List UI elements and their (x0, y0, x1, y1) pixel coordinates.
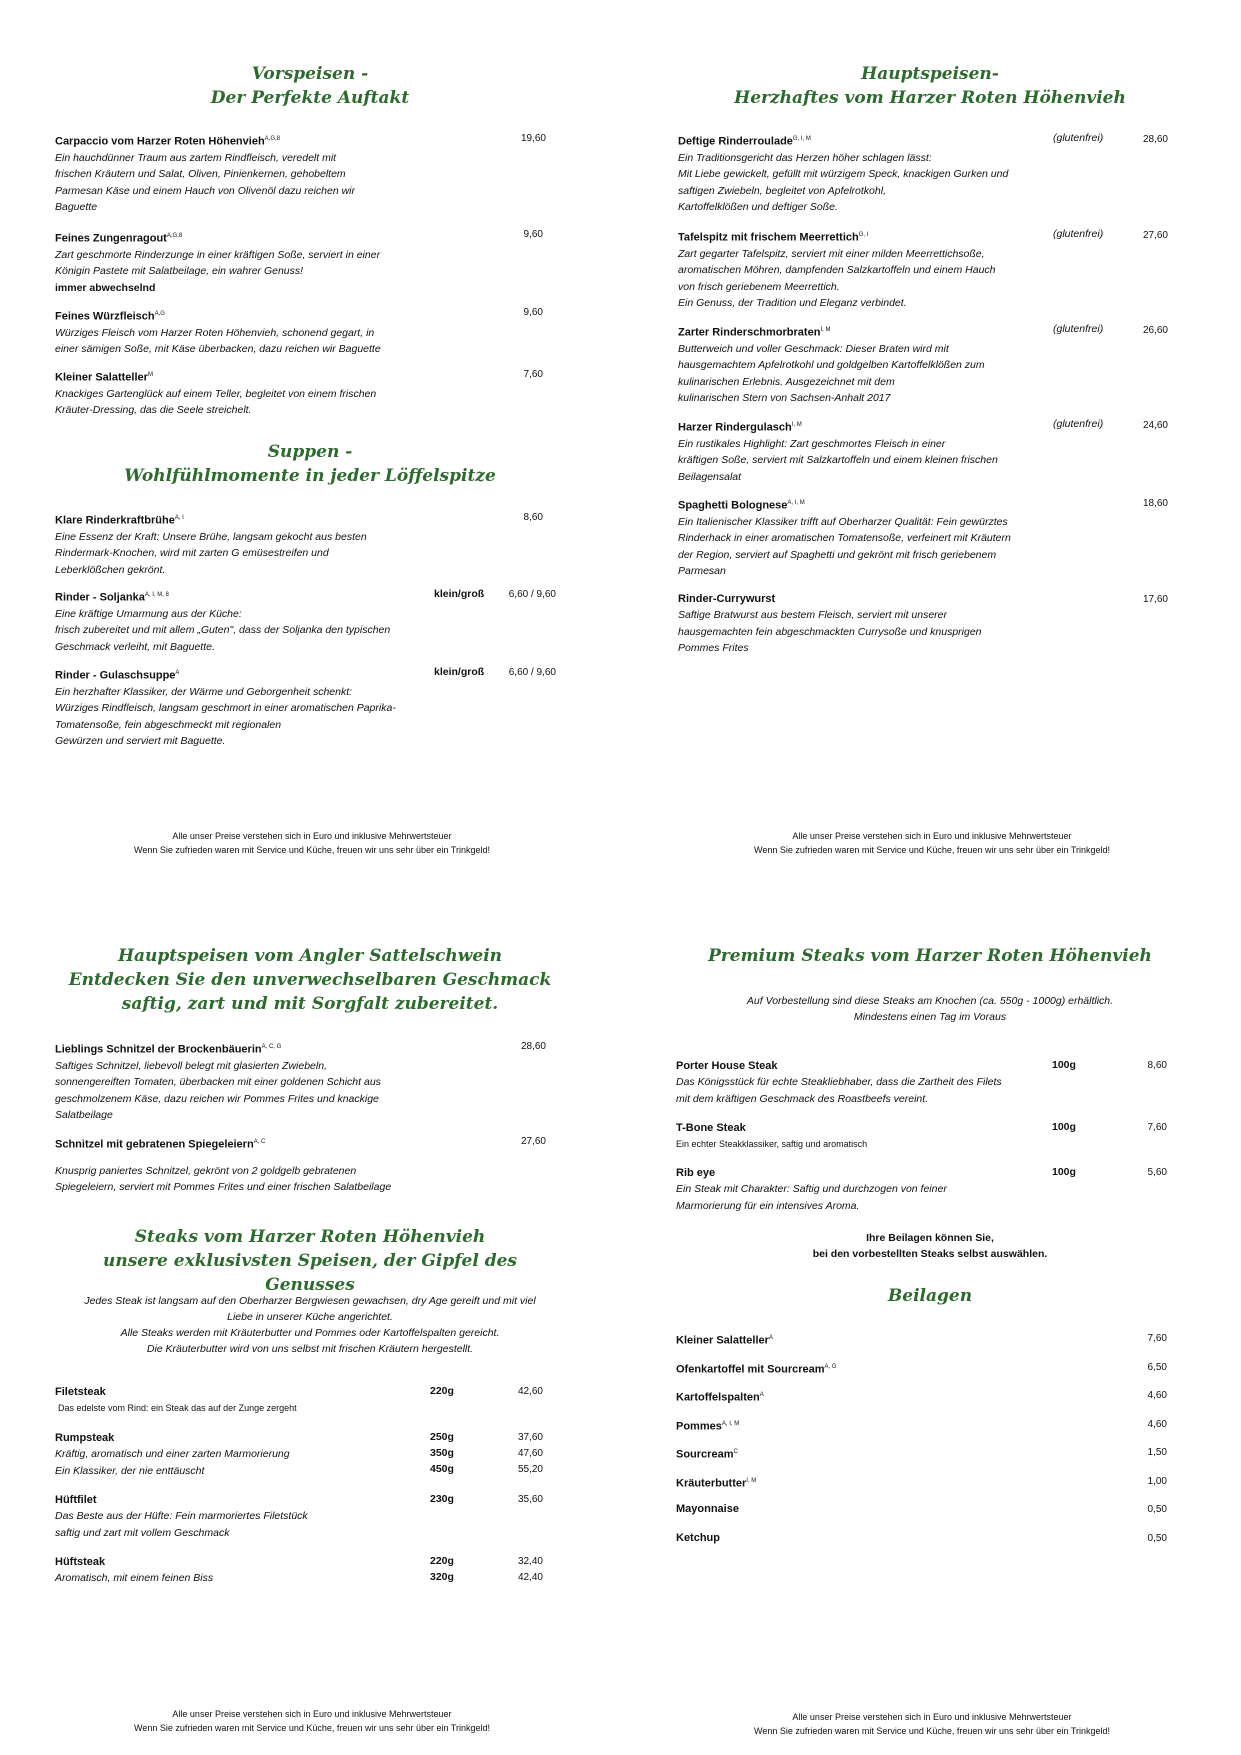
item-price: 18,60 (1142, 498, 1168, 509)
item-price: 6,60 / 9,60 (508, 589, 556, 600)
item-size: 230g (430, 1493, 454, 1505)
item-desc: Ein hauchdünner Traum aus zartem Rindfleisch, veredelt mit frischen Kräutern und Salat, Oliven, Pinienkernen, gehobeltem Parmesan Käse und einem Hauch von Olivenöl dazu reichen wir Baguette (55, 151, 355, 214)
item-price: 4,60 (1147, 1390, 1167, 1401)
steak-item (55, 1492, 415, 1541)
item-name: Rib eye (676, 1167, 716, 1179)
p2-heading-line1: Hauptspeisen- (861, 64, 999, 84)
item-size: 450g (430, 1463, 454, 1475)
item-name: Feines Würzfleisch$^{A,G}$ (55, 310, 165, 323)
side-item: Mayonnaise (676, 1503, 739, 1515)
side-item: Kräuterbutter$^{I, M}$ (676, 1477, 757, 1490)
item-size: 220g (430, 1385, 454, 1397)
steak-item (55, 1554, 415, 1587)
item-price: 27,60 (520, 1136, 546, 1147)
item-price: 7,60 (1147, 1333, 1167, 1344)
item-desc: Ein rustikales Highlight: Zart geschmortes Fleisch in einer kräftigen Soße, serviert mit Salzkartoffeln und einem kleinen frischen Beilagensalat (678, 437, 998, 483)
p1-soups-heading-line1: Suppen - (267, 442, 353, 462)
item-desc: Ein echter Steakklassiker, saftig und aromatisch (676, 1139, 868, 1149)
side-item: Ketchup (676, 1531, 720, 1544)
item-name: Rinder - Soljanka$^{A, I, M, 8}$ (55, 591, 169, 604)
p2-heading-line2: Herzhaftes vom Harzer Roten Höhenvieh (734, 88, 1126, 108)
item-name: Rinder-Currywurst (678, 593, 776, 605)
p4-intro: Auf Vorbestellung sind diese Steaks am Knochen (ca. 550g - 1000g) erhältlich. Mindestens einen Tag im Voraus (746, 995, 1114, 1023)
item-name: Rinder - Gulaschsuppe$^A$ (55, 669, 180, 682)
item-size: 100g (1052, 1059, 1076, 1071)
soup-item (55, 510, 495, 578)
p1-footer: Alle unser Preise verstehen sich in Euro und inklusive Mehrwertsteuer Wenn Sie zufrieden waren mit Service und Küche, freuen wir uns sehr über ein Trinkgeld! (133, 831, 491, 855)
item-price: 42,40 (517, 1572, 543, 1583)
p4-footer: Alle unser Preise verstehen sich in Euro und inklusive Mehrwertsteuer Wenn Sie zufrieden waren mit Service und Küche, freuen wir uns sehr über ein Trinkgeld! (753, 1712, 1111, 1736)
item-desc: Knackiges Gartenglück auf einem Teller, begleitet von einem frischen Kräuter-Dressing, das die Seele streichelt. (55, 387, 377, 417)
item-desc: Das Königsstück für echte Steakliebhaber, dass die Zartheit des Filets mit dem kräftigen Geschmack des Roastbeefs vereint. (676, 1076, 1002, 1105)
soup-item (55, 587, 495, 655)
item-price: 1,00 (1147, 1475, 1167, 1487)
item-price: 7,60 (523, 369, 543, 380)
premium-steak-item (676, 1165, 1096, 1214)
item-size: klein/groß (434, 588, 485, 600)
item-name: Zarter Rinderschmorbraten$^{I, M}$ (678, 326, 831, 339)
item-price: 27,60 (1142, 230, 1168, 241)
steak-item (55, 1384, 415, 1417)
p4-heading: Premium Steaks vom Harzer Roten Höhenvieh (708, 946, 1152, 966)
item-desc: Würziges Fleisch vom Harzer Roten Höhenvieh, schonend gegart, in einer sämigen Soße, mit Käse überbacken, dazu reichen wir Baguette (55, 326, 381, 356)
item-price: 6,60 / 9,60 (508, 667, 556, 678)
menu-item (678, 417, 1078, 485)
item-price: 4,60 (1147, 1418, 1167, 1430)
glutenfree-label: (glutenfrei) (1053, 418, 1104, 430)
item-name: Feines Zungenragout$^{A,G,8}$ (55, 232, 183, 245)
item-size: 100g (1052, 1166, 1076, 1178)
item-price: 1,50 (1147, 1447, 1167, 1458)
item-name: Tafelspitz mit frischem Meerrettich$^{G, I}$ (678, 231, 869, 244)
item-size: 250g (430, 1431, 454, 1443)
side-item: Kleiner Salatteller$^A$ (676, 1334, 773, 1347)
p3-steaks-heading-line2: unsere exklusivsten Speisen, der Gipfel des Genusses (102, 1251, 517, 1295)
menu-item (678, 322, 1078, 407)
item-desc: Eine Essenz der Kraft: Unsere Brühe, langsam gekocht aus besten Rindermark-Knochen, wird mit zarten G emüsestreifen und Leberklößchen gekrönt. (55, 530, 367, 576)
item-desc: Kräftig, aromatisch und einer zarten Marmorierung Ein Klassiker, der nie enttäuscht (55, 1448, 290, 1477)
item-price: 24,60 (1142, 420, 1168, 431)
item-size: 320g (430, 1571, 454, 1583)
p1-soups-heading-line2: Wohlfühlmomente in jeder Löffelspitze (124, 466, 496, 486)
item-name: Spaghetti Bolognese$^{A, I, M}$ (678, 499, 805, 512)
p4-sides-note: Ihre Beilagen können Sie, bei den vorbestellten Steaks selbst auswählen. (812, 1232, 1048, 1260)
menu-item (678, 227, 1078, 312)
item-name: Rumpsteak (55, 1432, 115, 1444)
item-name: Lieblings Schnitzel der Brockenbäuerin$^{A, C, G}$ (55, 1043, 282, 1056)
item-name: Klare Rinderkraftbrühe$^{A, I}$ (55, 514, 184, 527)
side-item: Kartoffelspalten$^A$ (676, 1391, 764, 1404)
item-price: 7,60 (1147, 1122, 1167, 1133)
item-desc: Saftiges Schnitzel, liebevoll belegt mit glasierten Zwiebeln, sonnengereiften Tomaten, überbacken mit einer goldenen Schicht aus geschmolzenem Käse, dazu reichen wir Pommes Frites und knackige Salatbeilage (55, 1059, 381, 1122)
item-price: 6,50 (1147, 1361, 1167, 1373)
p1-heading-line2: Der Perfekte Auftakt (210, 88, 410, 108)
item-desc: Saftige Bratwurst aus bestem Fleisch, serviert mit unserer hausgemachten fein abgeschmackten Currysoße und knusprigen Pommes Frites (678, 609, 982, 654)
item-price: 26,60 (1142, 325, 1168, 336)
menu-item (55, 1134, 495, 1196)
p3-steaks-intro: Jedes Steak ist langsam auf den Oberharzer Bergwiesen gewachsen, dry Age gereift und mit viel Liebe in unserer Küche angerichtet. Alle Steaks werden mit Kräuterbutter und Pommes oder Kartoffelspalten gereicht. Die Kräuterbutter wird von uns selbst mit frischen Kräutern hergestellt. (84, 1295, 536, 1355)
item-name: Hüftfilet (55, 1494, 97, 1506)
item-price: 8,60 (523, 512, 543, 523)
item-desc: Eine kräftige Umarmung aus der Küche: frisch zubereitet und mit allem „Guten", dass der Soljanka den typischen Geschmack verleiht, mit Baguette. (55, 607, 391, 653)
p3-heading-line3: saftig, zart und mit Sorgfalt zubereitet. (121, 994, 499, 1014)
steak-item (55, 1430, 415, 1479)
item-name: Hüftsteak (55, 1556, 106, 1568)
menu-item (55, 1039, 495, 1124)
side-item: Pommes$^{A, I, M}$ (676, 1420, 740, 1433)
side-item: Sourcream$^C$ (676, 1448, 738, 1461)
item-name: Carpaccio vom Harzer Roten Höhenvieh$^{A,G,8}$ (55, 135, 281, 148)
p2-footer: Alle unser Preise verstehen sich in Euro und inklusive Mehrwertsteuer Wenn Sie zufrieden waren mit Service und Küche, freuen wir uns sehr über ein Trinkgeld! (753, 831, 1111, 855)
item-price: 28,60 (520, 1041, 546, 1052)
p3-heading-line2: Entdecken Sie den unverwechselbaren Geschmack (68, 970, 552, 990)
menu-item (55, 367, 495, 419)
item-price: 9,60 (523, 307, 543, 318)
item-name: Kleiner Salatteller$^M$ (55, 371, 153, 384)
menu-item (55, 306, 495, 358)
p3-heading-line1: Hauptspeisen vom Angler Sattelschwein (117, 946, 503, 966)
item-price: 37,60 (517, 1432, 543, 1443)
menu-item (678, 131, 1078, 216)
menu-item (55, 228, 495, 296)
item-desc: Ein herzhafter Klassiker, der Wärme und Geborgenheit schenkt: Würziges Rindfleisch, langsam geschmort in einer aromatischen Paprika- Tomatensoße, fein abgeschmeckt mit regionalen Gewürzen und serviert mit Baguette. (55, 685, 396, 748)
premium-steak-item (676, 1120, 1096, 1153)
item-price: 19,60 (520, 133, 546, 144)
item-price: 55,20 (517, 1464, 543, 1475)
item-desc: Aromatisch, mit einem feinen Biss (55, 1572, 214, 1584)
glutenfree-label: (glutenfrei) (1053, 323, 1104, 335)
item-price: 32,40 (517, 1556, 543, 1567)
item-name: Deftige Rinderroulade$^{G, I, M}$ (678, 135, 811, 148)
item-price: 8,60 (1147, 1060, 1167, 1071)
item-size: 350g (430, 1447, 454, 1459)
item-name: Filetsteak (55, 1386, 106, 1398)
item-desc: Das Beste aus der Hüfte: Fein marmoriertes Filetstück saftig und zart mit vollem Geschmack (55, 1510, 308, 1539)
item-desc: Das edelste vom Rind: ein Steak das auf der Zunge zergeht (58, 1403, 297, 1413)
item-name: T-Bone Steak (676, 1122, 746, 1134)
item-price: 28,60 (1142, 134, 1168, 145)
item-desc: Ein Traditionsgericht das Herzen höher schlagen lässt: Mit Liebe gewickelt, gefüllt mit würzigem Speck, knackigen Gurken und saftigen Zwiebeln, begleitet von Apfelrotkohl, Kartoffelklößen und deftiger Soße. (678, 151, 1009, 214)
item-price: 35,60 (517, 1494, 543, 1505)
item-name: Harzer Rindergulasch$^{I, M}$ (678, 421, 802, 434)
soup-item (55, 665, 495, 750)
item-desc: Butterweich und voller Geschmack: Dieser Braten wird mit hausgemachtem Apfelrotkohl und goldgelben Kartoffelklößen zum kulinarischen Erlebnis. Ausgezeichnet mit dem kulinarischen Stern von Sachsen-Anhalt 2017 (678, 342, 985, 405)
item-price: 42,60 (517, 1386, 543, 1397)
menu-item (678, 591, 1098, 657)
item-price: 47,60 (517, 1448, 543, 1459)
menu-item (678, 495, 1098, 580)
item-price: 17,60 (1142, 594, 1168, 605)
item-name: Porter House Steak (676, 1060, 778, 1072)
item-size: klein/groß (434, 666, 485, 678)
item-size: 100g (1052, 1121, 1076, 1133)
p3-footer: Alle unser Preise verstehen sich in Euro und inklusive Mehrwertsteuer Wenn Sie zufrieden waren mit Service und Küche, freuen wir uns sehr über ein Trinkgeld! (133, 1709, 491, 1733)
p3-steaks-heading-line1: Steaks vom Harzer Roten Höhenvieh (134, 1227, 486, 1247)
item-price: 9,60 (523, 229, 543, 240)
p1-heading-line1: Vorspeisen - (251, 64, 369, 84)
glutenfree-label: (glutenfrei) (1053, 228, 1104, 240)
side-item: Ofenkartoffel mit Sourcream$^{A, G}$ (676, 1363, 837, 1376)
item-extra-note: immer abwechselnd (55, 281, 156, 294)
item-desc: Ein Steak mit Charakter: Saftig und durchzogen von feiner Marmorierung für ein intensives Aroma. (676, 1183, 947, 1212)
premium-steak-item (676, 1058, 1096, 1107)
p4-sides-heading: Beilagen (887, 1286, 973, 1306)
item-name: Schnitzel mit gebratenen Spiegeleiern$^{A, C}$ (55, 1138, 266, 1151)
item-size: 220g (430, 1555, 454, 1567)
item-price: 0,50 (1147, 1504, 1167, 1515)
item-desc: Ein Italienischer Klassiker trifft auf Oberharzer Qualität: Fein gewürztes Rinderhack in einer aromatischen Tomatensoße, verfeinert mit Kräutern der Region, serviert auf Spaghetti und gekrönt mit frisch geriebenem Parmesan (678, 515, 1011, 578)
item-price: 5,60 (1147, 1167, 1167, 1178)
item-desc: Zart gegarter Tafelspitz, serviert mit einer milden Meerrettichsoße, aromatischen Möhren, dampfenden Salzkartoffeln und einem Hauch von frisch geriebenem Meerrettich. Ein Genuss, der Tradition und Eleganz verbindet. (678, 247, 996, 310)
glutenfree-label: (glutenfrei) (1053, 132, 1104, 144)
item-price: 0,50 (1147, 1532, 1167, 1544)
item-desc: Zart geschmorte Rinderzunge in einer kräftigen Soße, serviert in einer Königin Pastete mit Salatbeilage, ein wahrer Genuss! (55, 248, 381, 278)
menu-item (55, 131, 495, 216)
item-desc: Knusprig paniertes Schnitzel, gekrönt von 2 goldgelb gebratenen Spiegeleiern, serviert mit Pommes Frites und einer frischen Salatbeilage (55, 1164, 392, 1194)
